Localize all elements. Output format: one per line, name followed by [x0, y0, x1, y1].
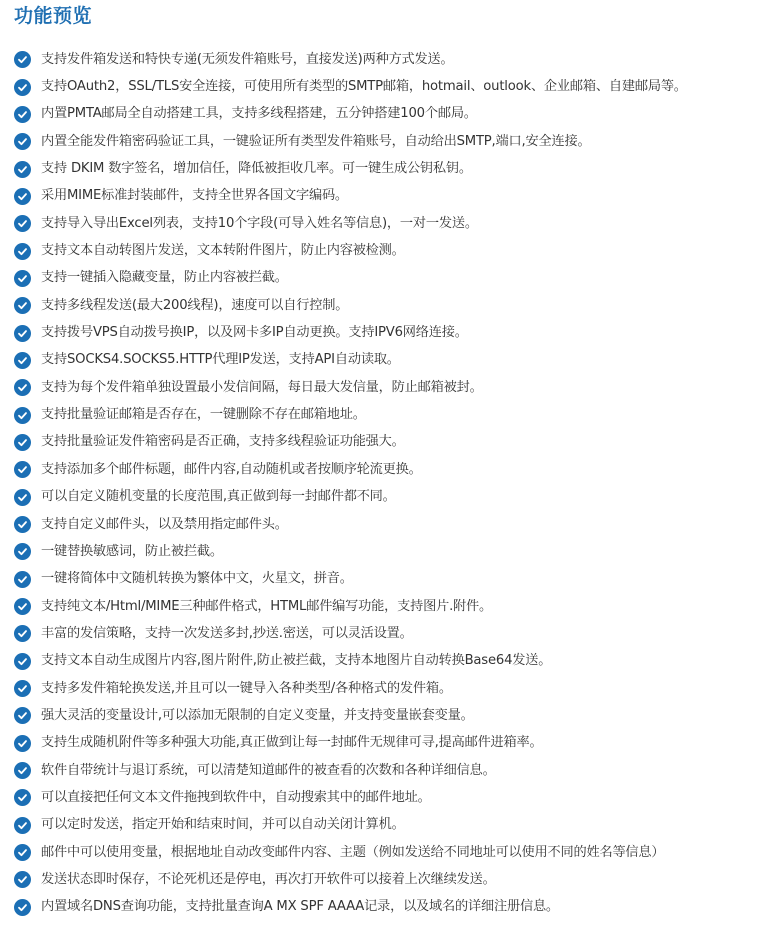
feature-item — [0, 237, 784, 264]
feature-item — [0, 593, 784, 620]
check-circle-icon — [14, 270, 31, 287]
feature-item — [0, 812, 784, 839]
feature-item — [0, 183, 784, 210]
feature-text: 支持导入导出Excel列表，支持10个字段(可导入姓名等信息)，一对一发送。 — [41, 215, 478, 231]
check-circle-icon — [14, 461, 31, 478]
feature-text: 可以自定义随机变量的长度范围,真正做到每一封邮件都不同。 — [41, 489, 396, 505]
feature-item — [0, 456, 784, 483]
feature-item — [0, 511, 784, 538]
feature-text: 采用MIME标准封装邮件，支持全世界各国文字编码。 — [41, 188, 348, 204]
feature-item — [0, 757, 784, 784]
feature-text: 支持一键插入隐藏变量，防止内容被拦截。 — [41, 270, 288, 286]
check-circle-icon — [14, 434, 31, 451]
feature-text: 支持为每个发件箱单独设置最小发信间隔，每日最大发信量，防止邮箱被封。 — [41, 379, 483, 395]
check-circle-icon — [14, 352, 31, 369]
check-circle-icon — [14, 243, 31, 260]
check-circle-icon — [14, 817, 31, 834]
feature-item — [0, 784, 784, 811]
check-circle-icon — [14, 899, 31, 916]
check-circle-icon — [14, 215, 31, 232]
feature-text: 支持SOCKS4.SOCKS5.HTTP代理IP发送，支持API自动读取。 — [41, 352, 400, 368]
check-circle-icon — [14, 789, 31, 806]
check-circle-icon — [14, 571, 31, 588]
feature-text: 内置域名DNS查询功能，支持批量查询A MX SPF AAAA记录，以及域名的详细注册信息。 — [41, 899, 559, 915]
check-circle-icon — [14, 543, 31, 560]
feature-text: 支持 DKIM 数字签名，增加信任，降低被拒收几率。可一键生成公钥私钥。 — [41, 161, 472, 177]
feature-text: 内置PMTA邮局全自动搭建工具，支持多线程搭建，五分钟搭建100个邮局。 — [41, 106, 477, 122]
check-circle-icon — [14, 325, 31, 342]
feature-text: 邮件中可以使用变量，根据地址自动改变邮件内容、主题（例如发送给不同地址可以使用不同的姓名等信息） — [41, 844, 665, 860]
check-circle-icon — [14, 735, 31, 752]
feature-item — [0, 265, 784, 292]
feature-item — [0, 538, 784, 565]
feature-item — [0, 730, 784, 757]
feature-item — [0, 128, 784, 155]
page-title: 功能预览 — [14, 5, 93, 27]
feature-item — [0, 675, 784, 702]
check-circle-icon — [14, 489, 31, 506]
feature-item — [0, 347, 784, 374]
check-circle-icon — [14, 407, 31, 424]
feature-item — [0, 566, 784, 593]
feature-item — [0, 155, 784, 182]
feature-item — [0, 894, 784, 921]
check-circle-icon — [14, 161, 31, 178]
feature-item — [0, 401, 784, 428]
check-circle-icon — [14, 133, 31, 150]
check-circle-icon — [14, 762, 31, 779]
feature-item — [0, 73, 784, 100]
feature-text: 支持发件箱发送和特快专递(无须发件箱账号，直接发送)两种方式发送。 — [41, 51, 454, 67]
feature-text: 软件自带统计与退订系统，可以清楚知道邮件的被查看的次数和各种详细信息。 — [41, 762, 496, 778]
feature-text: 支持纯文本/Html/MIME三种邮件格式，HTML邮件编写功能，支持图片.附件。 — [41, 598, 493, 614]
check-circle-icon — [14, 379, 31, 396]
feature-text: 支持文本自动生成图片内容,图片附件,防止被拦截，支持本地图片自动转换Base64发送。 — [41, 653, 552, 669]
feature-text: 可以定时发送，指定开始和结束时间，并可以自动关闭计算机。 — [41, 817, 405, 833]
feature-item — [0, 648, 784, 675]
feature-text: 可以直接把任何文本文件拖拽到软件中，自动搜索其中的邮件地址。 — [41, 789, 431, 805]
feature-item — [0, 210, 784, 237]
check-circle-icon — [14, 598, 31, 615]
feature-item — [0, 429, 784, 456]
feature-item — [0, 866, 784, 893]
feature-item — [0, 46, 784, 73]
check-circle-icon — [14, 707, 31, 724]
check-circle-icon — [14, 680, 31, 697]
feature-text: 一键将简体中文随机转换为繁体中文，火星文，拼音。 — [41, 571, 353, 587]
check-circle-icon — [14, 516, 31, 533]
check-circle-icon — [14, 844, 31, 861]
feature-text: 支持批量验证邮箱是否存在，一键删除不存在邮箱地址。 — [41, 407, 366, 423]
check-circle-icon — [14, 51, 31, 68]
check-circle-icon — [14, 871, 31, 888]
feature-text: 支持多线程发送(最大200线程)，速度可以自行控制。 — [41, 297, 349, 313]
feature-item — [0, 620, 784, 647]
feature-item — [0, 319, 784, 346]
feature-text: 内置全能发件箱密码验证工具，一键验证所有类型发件箱账号，自动给出SMTP,端口,安全连接。 — [41, 133, 591, 149]
feature-text: 丰富的发信策略，支持一次发送多封,抄送.密送，可以灵活设置。 — [41, 625, 413, 641]
feature-list — [0, 46, 784, 921]
feature-text: 强大灵活的变量设计,可以添加无限制的自定义变量，并支持变量嵌套变量。 — [41, 707, 474, 723]
feature-text: 支持添加多个邮件标题，邮件内容,自动随机或者按顺序轮流更换。 — [41, 461, 422, 477]
feature-item — [0, 292, 784, 319]
feature-item — [0, 484, 784, 511]
feature-text: 发送状态即时保存，不论死机还是停电，再次打开软件可以接着上次继续发送。 — [41, 871, 496, 887]
check-circle-icon — [14, 106, 31, 123]
feature-text: 支持文本自动转图片发送，文本转附件图片，防止内容被检测。 — [41, 243, 405, 259]
feature-item — [0, 839, 784, 866]
feature-text: 一键替换敏感词，防止被拦截。 — [41, 543, 223, 559]
feature-item — [0, 374, 784, 401]
feature-text: 支持生成随机附件等多种强大功能,真正做到让每一封邮件无规律可寻,提高邮件进箱率。 — [41, 735, 543, 751]
feature-text: 支持OAuth2，SSL/TLS安全连接，可使用所有类型的SMTP邮箱，hotmail、outlook、企业邮箱、自建邮局等。 — [41, 79, 687, 95]
feature-text: 支持批量验证发件箱密码是否正确，支持多线程验证功能强大。 — [41, 434, 405, 450]
feature-text: 支持自定义邮件头，以及禁用指定邮件头。 — [41, 516, 288, 532]
check-circle-icon — [14, 653, 31, 670]
check-circle-icon — [14, 79, 31, 96]
feature-text: 支持拨号VPS自动拨号换IP，以及网卡多IP自动更换。支持IPV6网络连接。 — [41, 325, 468, 341]
check-circle-icon — [14, 188, 31, 205]
feature-text: 支持多发件箱轮换发送,并且可以一键导入各种类型/各种格式的发件箱。 — [41, 680, 452, 696]
check-circle-icon — [14, 625, 31, 642]
feature-item — [0, 101, 784, 128]
check-circle-icon — [14, 297, 31, 314]
feature-item — [0, 702, 784, 729]
